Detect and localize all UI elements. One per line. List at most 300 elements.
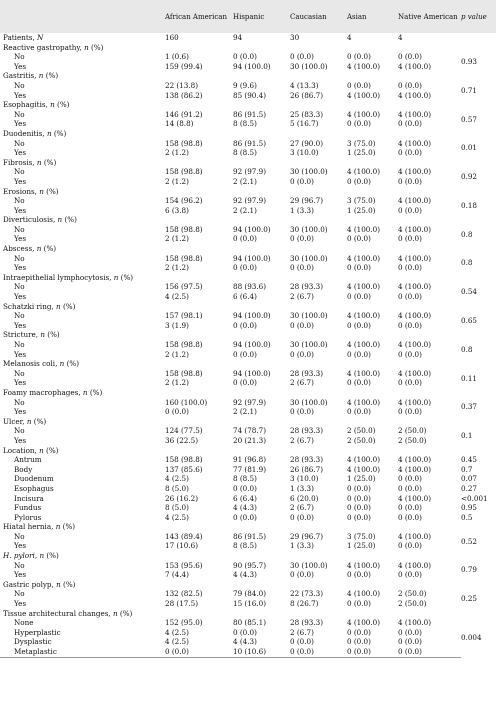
- table-group-header-row: [0, 244, 496, 254]
- table-group-header-row: [0, 71, 496, 81]
- value-cell: 0 (0.0): [347, 80, 371, 90]
- value-cell: 4 (100.0): [398, 282, 432, 292]
- value-cell: 28 (93.3): [290, 618, 324, 628]
- row-label: No: [14, 368, 25, 378]
- value-cell: 28 (93.3): [290, 426, 324, 436]
- value-cell: 22 (73.3): [290, 589, 324, 599]
- value-cell: 17 (10.6): [165, 541, 199, 551]
- header-cell-asian: Asian: [347, 12, 367, 21]
- row-label: Yes: [14, 292, 27, 302]
- header-cell-native-american: Native American: [398, 12, 458, 21]
- p-value-cell: 0.07: [461, 474, 478, 484]
- value-cell: 0 (0.0): [347, 119, 371, 129]
- table-row: [0, 321, 496, 331]
- value-cell: 94 (100.0): [233, 340, 271, 349]
- value-cell: 0 (0.0): [347, 627, 371, 637]
- value-cell: 86 (91.5): [233, 138, 267, 148]
- value-cell: 2 (50.0): [347, 426, 376, 436]
- p-value-cell: 0.004: [461, 632, 482, 642]
- value-cell: 86 (91.5): [233, 109, 267, 119]
- value-cell: 4 (13.3): [290, 80, 319, 90]
- value-cell: 0 (0.0): [398, 483, 422, 493]
- value-cell: 0 (0.0): [347, 407, 371, 417]
- group-label: Reactive gastropathy, n (%): [3, 42, 104, 52]
- value-cell: 20 (21.3): [233, 435, 267, 445]
- value-cell: 22 (13.8): [165, 80, 199, 90]
- row-label: Patients, N: [3, 33, 44, 42]
- table-row: [0, 465, 496, 475]
- value-cell: 159 (99.4): [165, 61, 203, 71]
- value-cell: 10 (10.6): [233, 647, 290, 657]
- row-label: No: [14, 167, 25, 177]
- value-cell: 4 (100.0): [398, 61, 432, 71]
- value-cell: 0 (0.0): [233, 627, 257, 637]
- value-cell: 27 (90.0): [290, 138, 324, 148]
- table-row: [0, 474, 496, 484]
- value-cell: 77 (81.9): [233, 464, 267, 474]
- value-cell: 158 (98.8): [165, 224, 203, 234]
- table-row: [0, 407, 496, 417]
- value-cell: 1 (0.6): [165, 52, 189, 62]
- value-cell: 30: [290, 33, 300, 42]
- value-cell: 158 (98.8): [165, 138, 203, 148]
- value-cell: 0 (0.0): [398, 512, 422, 522]
- value-cell: 94 (100.0): [233, 224, 271, 234]
- group-label: Ulcer, n (%): [3, 416, 47, 426]
- value-cell: 0 (0.0): [290, 176, 314, 186]
- value-cell: 4 (100.0): [347, 282, 381, 292]
- value-cell: 0 (0.0): [290, 637, 314, 647]
- row-label: Yes: [14, 148, 27, 158]
- value-cell: 4 (100.0): [347, 167, 381, 177]
- value-cell: 92 (97.9): [233, 397, 267, 407]
- table-group-header-row: [0, 215, 496, 225]
- value-cell: 0 (0.0): [398, 349, 422, 359]
- table-row-patients: [0, 33, 496, 43]
- value-cell: 156 (97.5): [165, 282, 203, 292]
- value-cell: 4 (100.0): [398, 253, 432, 263]
- table-group-header-row: [0, 388, 496, 398]
- row-label: No: [14, 531, 25, 541]
- value-cell: 138 (86.2): [165, 90, 203, 100]
- value-cell: 30 (100.0): [290, 167, 328, 177]
- group-label: Foamy macrophages, n (%): [3, 387, 103, 397]
- row-label: Hyperplastic: [14, 627, 61, 637]
- value-cell: 30 (100.0): [290, 253, 328, 263]
- value-cell: 2 (50.0): [398, 589, 427, 599]
- p-value-cell: 0.8: [461, 229, 473, 239]
- value-cell: 6 (6.4): [233, 292, 257, 302]
- value-cell: 2 (1.2): [165, 263, 189, 273]
- value-cell: 26 (16.2): [165, 493, 199, 503]
- value-cell: 36 (22.5): [165, 435, 199, 445]
- value-cell: 0 (0.0): [347, 637, 371, 647]
- value-cell: 0 (0.0): [347, 349, 371, 359]
- value-cell: 0 (0.0): [398, 205, 422, 215]
- table-group-header-row: [0, 43, 496, 53]
- table-row: [0, 177, 496, 187]
- p-value-cell: 0.8: [461, 344, 473, 354]
- value-cell: 94: [233, 33, 243, 42]
- value-cell: 0 (0.0): [290, 407, 314, 417]
- value-cell: 26 (86.7): [290, 90, 324, 100]
- table-group-header-row: [0, 302, 496, 312]
- table-row: [0, 52, 496, 62]
- value-cell: 154 (96.2): [165, 196, 203, 206]
- value-cell: 4 (100.0): [347, 61, 381, 71]
- value-cell: 8 (26.7): [290, 599, 319, 609]
- table-row: [0, 369, 496, 379]
- value-cell: 0 (0.0): [233, 349, 257, 359]
- table-group-header-row: [0, 551, 496, 561]
- value-cell: 132 (82.5): [165, 589, 203, 599]
- value-cell: 4 (100.0): [398, 224, 432, 234]
- value-cell: 0 (0.0): [347, 176, 371, 186]
- value-cell: 0 (0.0): [290, 320, 314, 330]
- value-cell: 2 (2.1): [233, 407, 257, 417]
- p-value-cell: 0.95: [461, 503, 478, 513]
- value-cell: 0 (0.0): [398, 80, 422, 90]
- table-group-header-row: [0, 187, 496, 197]
- value-cell: 92 (97.9): [233, 167, 267, 177]
- value-cell: 4 (100.0): [398, 196, 432, 206]
- p-value-cell: 0.27: [461, 483, 478, 493]
- value-cell: 28 (93.3): [290, 282, 324, 292]
- table-body: [0, 33, 496, 657]
- value-cell: 3 (10.0): [290, 148, 319, 158]
- value-cell: 2 (50.0): [398, 435, 427, 445]
- value-cell: 0 (0.0): [290, 647, 347, 657]
- row-label: Duodenum: [14, 474, 54, 484]
- p-value-cell: 0.65: [461, 316, 478, 326]
- table-row: [0, 628, 496, 638]
- value-cell: 80 (85.1): [233, 618, 267, 628]
- row-label: Yes: [14, 234, 27, 244]
- value-cell: 0 (0.0): [347, 493, 371, 503]
- row-label: No: [14, 426, 25, 436]
- p-value-cell: 0.25: [461, 594, 478, 604]
- table-group-header-row: [0, 273, 496, 283]
- header-cell-caucasian: Caucasian: [290, 12, 327, 21]
- value-cell: 4 (2.5): [165, 292, 189, 302]
- value-cell: 0 (0.0): [290, 512, 314, 522]
- value-cell: 4 (100.0): [347, 368, 381, 378]
- p-value-cell: 0.79: [461, 565, 478, 575]
- p-value-cell: 0.8: [461, 258, 473, 268]
- value-cell: 0 (0.0): [398, 647, 461, 657]
- table-group-header-row: [0, 446, 496, 456]
- value-cell: 4 (100.0): [398, 109, 432, 119]
- table-row: [0, 436, 496, 446]
- group-label: Stricture, n (%): [3, 330, 60, 340]
- group-label: Gastric polyp, n (%): [3, 579, 76, 589]
- value-cell: 124 (77.5): [165, 426, 203, 436]
- value-cell: 0 (0.0): [290, 263, 314, 273]
- table-row: [0, 532, 496, 542]
- value-cell: 137 (85.6): [165, 464, 203, 474]
- row-label: Yes: [14, 407, 27, 417]
- table-group-header-row: [0, 100, 496, 110]
- table-row: [0, 148, 496, 158]
- value-cell: 4 (100.0): [347, 397, 381, 407]
- table-group-header-row: [0, 129, 496, 139]
- row-label: No: [14, 138, 25, 148]
- value-cell: 2 (1.2): [165, 148, 189, 158]
- table-row: [0, 541, 496, 551]
- table-row: [0, 561, 496, 571]
- value-cell: 4 (100.0): [347, 109, 381, 119]
- value-cell: 1 (3.3): [290, 541, 314, 551]
- value-cell: 0 (0.0): [347, 52, 371, 62]
- value-cell: 94 (100.0): [233, 368, 271, 378]
- row-label: No: [14, 52, 25, 62]
- table-row: [0, 225, 496, 235]
- value-cell: 0 (0.0): [398, 148, 422, 158]
- value-cell: 0 (0.0): [398, 637, 422, 647]
- value-cell: 0 (0.0): [233, 320, 257, 330]
- table-row: [0, 455, 496, 465]
- value-cell: 0 (0.0): [290, 52, 314, 62]
- value-cell: 8 (5.0): [165, 483, 189, 493]
- value-cell: 4 (100.0): [398, 138, 432, 148]
- value-cell: 2 (6.7): [290, 503, 314, 513]
- table-row: [0, 119, 496, 129]
- table-row: [0, 263, 496, 273]
- value-cell: 15 (16.0): [233, 599, 267, 609]
- value-cell: 4 (4.3): [233, 503, 257, 513]
- value-cell: 3 (75.0): [347, 531, 376, 541]
- value-cell: 5 (16.7): [290, 119, 319, 129]
- value-cell: 4 (2.5): [165, 474, 189, 484]
- row-label: Yes: [14, 90, 27, 100]
- row-label: No: [14, 589, 25, 599]
- group-label: Diverticulosis, n (%): [3, 215, 77, 225]
- value-cell: 91 (96.8): [233, 455, 267, 465]
- value-cell: 4 (100.0): [398, 368, 432, 378]
- p-value-cell: 0.5: [461, 512, 473, 522]
- value-cell: 0 (0.0): [233, 52, 257, 62]
- table-group-header-row: [0, 417, 496, 427]
- value-cell: 0 (0.0): [398, 570, 422, 580]
- table-header-row: [0, 0, 496, 33]
- row-label: Yes: [14, 61, 27, 71]
- value-cell: 3 (75.0): [347, 196, 376, 206]
- header-cell-hispanic: Hispanic: [233, 12, 265, 21]
- value-cell: 0 (0.0): [347, 647, 398, 657]
- value-cell: 0 (0.0): [398, 541, 422, 551]
- group-label: Hiatal hernia, n (%): [3, 522, 76, 532]
- value-cell: 157 (98.1): [165, 311, 203, 321]
- table-row: [0, 350, 496, 360]
- value-cell: 79 (84.0): [233, 589, 267, 599]
- row-label: Yes: [14, 570, 27, 580]
- value-cell: 4 (100.0): [347, 253, 381, 263]
- row-label: Yes: [14, 119, 27, 129]
- value-cell: 4 (100.0): [398, 618, 432, 628]
- table-group-header-row: [0, 609, 496, 619]
- row-label: No: [14, 282, 25, 292]
- table-row: [0, 484, 496, 494]
- value-cell: 0 (0.0): [398, 52, 422, 62]
- value-cell: 0 (0.0): [398, 474, 422, 484]
- value-cell: 4 (100.0): [347, 464, 381, 474]
- value-cell: 6 (3.8): [165, 205, 189, 215]
- group-label: Schatzki ring, n (%): [3, 301, 76, 311]
- value-cell: 30 (100.0): [290, 560, 328, 570]
- value-cell: 4: [347, 33, 352, 42]
- table-row: [0, 196, 496, 206]
- table-row: [0, 234, 496, 244]
- group-label: Melanosis coli, n (%): [3, 359, 80, 369]
- row-label: Esophagus: [14, 483, 54, 493]
- value-cell: 0 (0.0): [398, 503, 422, 513]
- value-cell: 94 (100.0): [233, 253, 271, 263]
- value-cell: 4 (100.0): [398, 397, 432, 407]
- value-cell: 4 (100.0): [398, 311, 432, 321]
- row-label: No: [14, 397, 25, 407]
- value-cell: 4 (100.0): [398, 560, 432, 570]
- value-cell: 2 (50.0): [398, 599, 427, 609]
- p-value-cell: 0.71: [461, 85, 478, 95]
- value-cell: 30 (100.0): [290, 224, 328, 234]
- table-row: [0, 570, 496, 580]
- table-group-header-row: [0, 158, 496, 168]
- value-cell: 0 (0.0): [233, 483, 257, 493]
- table-group-header-row: [0, 522, 496, 532]
- value-cell: 8 (8.5): [233, 148, 257, 158]
- row-label: No: [14, 80, 25, 90]
- row-label: Fundus: [14, 503, 42, 513]
- table-row: [0, 647, 496, 657]
- value-cell: 0 (0.0): [165, 647, 233, 657]
- row-label: No: [14, 224, 25, 234]
- value-cell: 4 (100.0): [347, 589, 381, 599]
- value-cell: 2 (1.2): [165, 176, 189, 186]
- value-cell: 0 (0.0): [290, 234, 314, 244]
- value-cell: 2 (50.0): [398, 426, 427, 436]
- value-cell: 4 (100.0): [347, 311, 381, 321]
- value-cell: 0 (0.0): [347, 320, 371, 330]
- value-cell: 0 (0.0): [398, 407, 422, 417]
- p-value-cell: 0.92: [461, 172, 478, 182]
- row-label: None: [14, 618, 34, 628]
- p-value-cell: 0.1: [461, 431, 473, 441]
- value-cell: 8 (5.0): [165, 503, 189, 513]
- value-cell: 4 (2.5): [165, 627, 189, 637]
- p-value-cell: [461, 33, 496, 43]
- group-label: Intraepithelial lymphocytosis, n (%): [3, 272, 134, 282]
- value-cell: 4 (4.3): [233, 637, 257, 647]
- value-cell: 4 (100.0): [398, 167, 432, 177]
- table-row: [0, 398, 496, 408]
- value-cell: 4 (4.3): [233, 570, 257, 580]
- value-cell: 2 (6.7): [290, 627, 314, 637]
- value-cell: 86 (91.5): [233, 531, 267, 541]
- value-cell: 0 (0.0): [347, 512, 371, 522]
- value-cell: 28 (93.3): [290, 368, 324, 378]
- table-row: [0, 340, 496, 350]
- table-row: [0, 110, 496, 120]
- value-cell: 1 (25.0): [347, 148, 376, 158]
- value-cell: 1 (3.3): [290, 483, 314, 493]
- value-cell: 2 (1.2): [165, 234, 189, 244]
- value-cell: 30 (100.0): [290, 340, 328, 349]
- value-cell: 4: [398, 33, 403, 42]
- row-label: Pylorus: [14, 512, 42, 522]
- row-label: Yes: [14, 599, 27, 609]
- table-row: [0, 494, 496, 504]
- table-row: [0, 311, 496, 321]
- value-cell: 158 (98.8): [165, 455, 203, 465]
- table-row: [0, 513, 496, 523]
- value-cell: 0 (0.0): [347, 503, 371, 513]
- p-value-cell: 0.54: [461, 287, 478, 297]
- value-cell: 0 (0.0): [290, 349, 314, 359]
- table-row: [0, 91, 496, 101]
- value-cell: 2 (6.7): [290, 435, 314, 445]
- value-cell: 158 (98.8): [165, 167, 203, 177]
- table-row: [0, 503, 496, 513]
- table-row: [0, 254, 496, 264]
- value-cell: 2 (2.1): [233, 176, 257, 186]
- row-label: Yes: [14, 435, 27, 445]
- value-cell: 4 (100.0): [398, 493, 432, 503]
- value-cell: 152 (95.0): [165, 618, 203, 628]
- group-label: Erosions, n (%): [3, 186, 59, 196]
- row-label: No: [14, 109, 25, 119]
- value-cell: 30 (100.0): [290, 397, 328, 407]
- p-value-cell: 0.52: [461, 536, 478, 546]
- header-cell-p-value: p value: [461, 12, 487, 21]
- value-cell: 158 (98.8): [165, 340, 203, 349]
- value-cell: 4 (100.0): [398, 90, 432, 100]
- value-cell: 0 (0.0): [398, 627, 422, 637]
- value-cell: 94 (100.0): [233, 61, 271, 71]
- group-label: H. pylori, n (%): [3, 551, 59, 561]
- value-cell: 2 (1.2): [165, 378, 189, 388]
- table-row: [0, 637, 496, 647]
- value-cell: 146 (91.2): [165, 109, 203, 119]
- value-cell: 0 (0.0): [347, 483, 371, 493]
- value-cell: 4 (100.0): [398, 464, 432, 474]
- table-row: [0, 81, 496, 91]
- group-label: Abscess, n (%): [3, 244, 57, 254]
- row-label: Yes: [14, 176, 27, 186]
- value-cell: 4 (100.0): [398, 455, 432, 465]
- row-label: Metaplastic: [0, 647, 165, 657]
- value-cell: 0 (0.0): [165, 407, 189, 417]
- table-row: [0, 167, 496, 177]
- value-cell: 2 (2.1): [233, 205, 257, 215]
- value-cell: 28 (17.5): [165, 599, 199, 609]
- value-cell: 0 (0.0): [347, 263, 371, 273]
- table-row: [0, 618, 496, 628]
- value-cell: 7 (4.4): [165, 570, 189, 580]
- value-cell: 1 (3.3): [290, 205, 314, 215]
- value-cell: 0 (0.0): [398, 292, 422, 302]
- header-cell-label: [0, 0, 165, 33]
- table-row: [0, 282, 496, 292]
- value-cell: 74 (78.7): [233, 426, 267, 436]
- group-label: Gastritis, n (%): [3, 71, 59, 81]
- value-cell: 4 (100.0): [347, 340, 381, 349]
- row-label: No: [14, 253, 25, 263]
- value-cell: 4 (100.0): [398, 531, 432, 541]
- header-cell-african-american: African American: [165, 12, 227, 21]
- value-cell: 3 (1.9): [165, 320, 189, 330]
- group-label: Location, n (%): [3, 445, 59, 455]
- value-cell: 0 (0.0): [233, 263, 257, 273]
